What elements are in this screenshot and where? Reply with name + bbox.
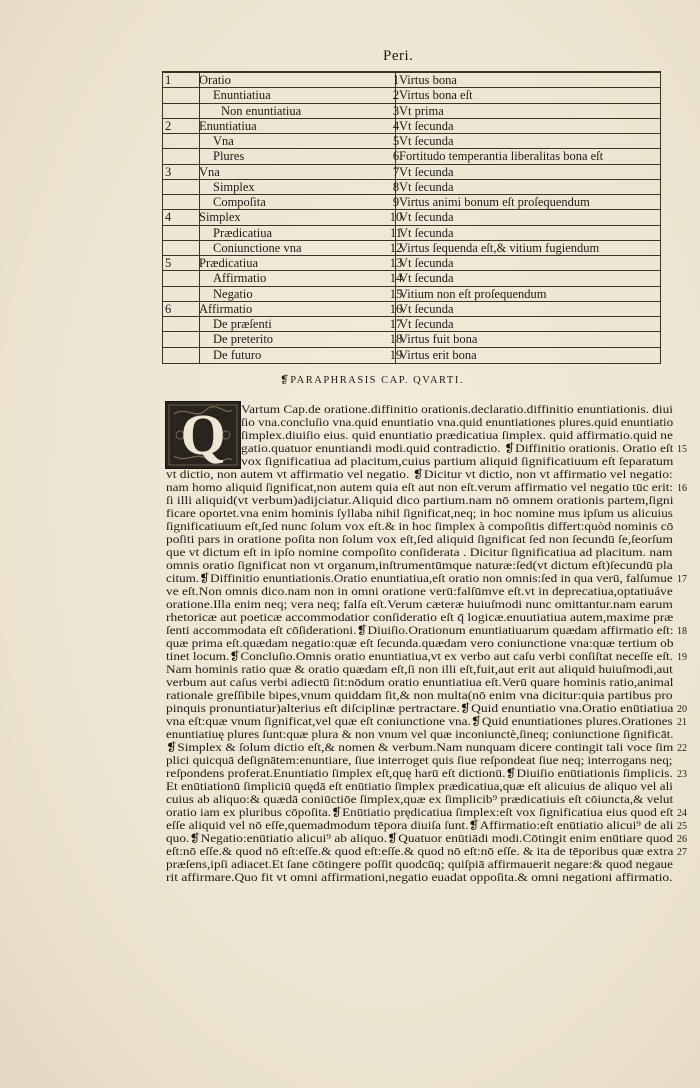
margin-line-number: 18 <box>677 626 687 637</box>
table-row <box>163 287 660 302</box>
text-line: reſpondens proferat.Enuntiatio ſimplex eſt,quę harū eſt dictionū.❡Diuiſio enūtiationis ſimplicis. <box>166 767 673 780</box>
margin-line-number: 22 <box>677 743 687 754</box>
table-row <box>163 332 660 347</box>
text-line: præſens,ipſi adiacet.Et ſane cōtingere poſſit quodcūq; quiſpiā affirmauerit negare:& quod negaue <box>166 858 673 871</box>
group-number: 5 <box>165 256 172 271</box>
row-number: 19 <box>389 347 403 362</box>
row-number: 7 <box>392 164 400 179</box>
text-line: citum.❡Diffinitio enuntiationis.Oratio enuntiatiua,eſt oratio non omnis:ſed in qua verū, falſumue <box>166 572 673 585</box>
row-number: 16 <box>389 301 403 316</box>
term-cell: Oratio <box>199 73 231 87</box>
term-cell: Coniunctione vna <box>213 240 302 255</box>
text-line: Vartum Cap.de oratione.diffinitio orationis.declaratio.diffinitio enuntiationis. diui <box>241 403 673 416</box>
table-row <box>163 348 660 362</box>
term-cell: Negatio <box>213 286 253 301</box>
table-row <box>163 256 660 271</box>
text-line: quo.❡Negatio:enūtiatio alicui⁹ ab aliquo.❡Quatuor enūtiādi modi.Cōtingit enim enūtiare quod <box>166 832 673 845</box>
example-cell: Vt ſecunda <box>399 256 454 271</box>
row-number: 10 <box>389 210 403 225</box>
table-row <box>163 88 660 103</box>
margin-line-number: 27 <box>677 847 687 858</box>
row-number: 18 <box>389 332 403 347</box>
text-line: pinquis pronuntiatur)alterius eſt diſciplinæ pertractare.❡Quid enuntiatio vna.Oratio enūtiatiua <box>166 702 674 715</box>
margin-line-number: 24 <box>677 808 687 819</box>
table-row <box>163 226 660 241</box>
margin-line-number: 23 <box>677 769 687 780</box>
text-line: quæ prima eſt.quædam negatio:quæ eſt ſecunda.quædam vero coniunctione vna:quæ tertium ob <box>166 637 674 650</box>
term-cell: Prædicatiua <box>199 256 259 271</box>
text-line: eſt:nō eſſe.& quod nō eſt:eſſe.& quod eſt:eſſe.& quod nō eſt:nō eſſe. & ita de tēporibus quæ extra <box>166 845 674 858</box>
example-cell: Virtus bona eſt <box>399 88 473 103</box>
table-row <box>163 271 660 286</box>
text-line: tinet locum.❡Concluſio.Omnis oratio enuntiatiua,vt ex verbo aut caſu verbi conſiſtat neceſſe eſt. <box>166 650 674 663</box>
row-number: 5 <box>392 134 400 149</box>
text-line: rationale greſſibile bipes,vnum quiddam ſit,& non multa(nō enim vna dicitur:quia partibus pro <box>166 689 673 702</box>
term-cell: Simplex <box>199 210 241 225</box>
row-number: 14 <box>389 271 403 286</box>
text-line: Et enūtiationū ſimpliciū quędā eſt enūtiatio ſimplex prædicatiua,quæ eſt alicuius de aliquo vel ali <box>166 780 673 793</box>
initial-letter: Q <box>180 402 226 467</box>
table-row <box>163 317 660 332</box>
table-row <box>163 195 660 210</box>
section-title: ❡PARAPHRASIS CAP. QVARTI. <box>280 375 464 386</box>
example-cell: Fortitudo temperantia liberalitas bona eſt <box>399 149 604 164</box>
table-row <box>163 210 660 225</box>
row-number: 17 <box>389 317 403 332</box>
decorated-initial <box>165 401 241 469</box>
margin-line-number: 20 <box>677 704 687 715</box>
row-number: 2 <box>392 88 400 103</box>
example-cell: Vt prima <box>399 103 444 118</box>
table-row <box>163 104 660 119</box>
example-cell: Vitium non eſt proſequendum <box>399 286 547 301</box>
text-line: ve eſt.Non omnis dico.nam non in omni oratione verū:falſūmve eſt.vt in deprecatiua,optatiuáve <box>166 585 673 598</box>
row-number: 1 <box>392 73 400 87</box>
text-line: vox ſignificatiua ad placitum,cuius partium aliquid ſignificatiuum eſt ſeparatum <box>241 455 674 468</box>
term-cell: Affirmatio <box>199 301 253 316</box>
table-row <box>163 165 660 180</box>
text-line: plici quicquā deſignātem:enuntiare, ſiue interroget quis ſiue reſpondeat ſiue neq; interrogans neq; <box>166 754 673 767</box>
term-cell: Compoſita <box>213 195 266 210</box>
term-cell: Vna <box>213 134 234 149</box>
example-cell: Vt ſecunda <box>399 179 454 194</box>
term-cell: Prædicatiua <box>213 225 273 240</box>
group-number: 1 <box>165 73 172 87</box>
term-cell: De præſenti <box>213 317 272 332</box>
row-number: 15 <box>389 286 403 301</box>
text-line: oratione.Illa enim neq; vera neq; falſa eſt.Verum cæteræ huiuſmodi nunc omittantur.nam earum <box>166 598 673 611</box>
term-cell: Plures <box>213 149 245 164</box>
text-line: omnis oratio ſignificat non vt organum,inſtrumentūmque naturæ:ſed(vt dictum eſt)ſecundū pla <box>166 559 673 572</box>
table-row <box>163 241 660 256</box>
example-cell: Vt ſecunda <box>399 225 454 240</box>
text-line: ſi illi aliquid(vt verbum)adijciatur.Aliquid dico partium.nam nō omnem orationis partem,ſigni <box>166 494 674 507</box>
term-cell: Vna <box>199 164 220 179</box>
group-number: 3 <box>165 164 172 179</box>
example-cell: Vt ſecunda <box>399 210 454 225</box>
example-cell: Virtus ſequenda eſt,& vitium fugiendum <box>399 240 600 255</box>
term-cell: Affirmatio <box>213 271 267 286</box>
term-cell: Enuntiatiua <box>213 88 271 103</box>
term-cell: De preterito <box>213 332 274 347</box>
text-line: poſiti pars in oratione poſita non ſolum vox eſt,ſed aliquid ſignificat ſed non ſecundū ſe,ſeorſum <box>166 533 673 546</box>
table-row <box>163 134 660 149</box>
example-cell: Vt ſecunda <box>399 301 454 316</box>
example-cell: Virtus animi bonum eſt proſequendum <box>399 195 590 210</box>
margin-line-number: 16 <box>677 483 687 494</box>
text-line: ſio vna.concluſio vna.quid enuntiatio vna.quid enuntiationes plures.quid enuntiatio <box>241 416 674 429</box>
row-number: 4 <box>392 118 400 133</box>
text-line: oratio iam ex pluribus cōpoſita.❡Enūtiatio prędicatiua ſimplex:eſt vox ſignificatiua eius quod eſt <box>166 806 674 819</box>
text-line: que vt dictum eſt in ipſo nomine compoſito conſiderata . Dicitur ſignificatiua ad placitum. nam <box>166 546 673 559</box>
text-line: nam homo aliquid ſignificat,non autem quia eſt aut non eſt.verum affirmatio vel negatio tūc erit: <box>166 481 674 494</box>
margin-line-number: 17 <box>677 574 687 585</box>
summary-table <box>162 71 661 364</box>
example-cell: Vt ſecunda <box>399 317 454 332</box>
term-cell: Enuntiatiua <box>199 118 257 133</box>
group-number: 2 <box>165 118 172 133</box>
text-line: Nam hominis ratio quæ & oratio quædam eſt,ſi non illi eſt,fuit,aut erit aut aliquid huiuſmodi,aut <box>166 663 673 676</box>
table-row <box>163 180 660 195</box>
text-line: gatio.quatuor enuntiandi modi.quid contradictio. ❡Diffinitio orationis. Oratio eſt <box>241 442 674 455</box>
text-line: vna eſt:quæ vnum ſignificat,vel quæ eſt coniunctione vna.❡Quid enuntiationes plures.Orationes <box>166 715 673 728</box>
row-number: 3 <box>392 103 400 118</box>
text-line: rit affirmare.Quo fit vt omni affirmationi,negatio euadat oppoſita.& omni negationi affirmatio. <box>166 871 673 884</box>
text-line: vt dictio, non autem vt affirmatio vel negatio. ❡Dicitur vt dictio, non vt affirmatio vel negatio: <box>166 468 673 481</box>
term-cell: De futuro <box>213 347 262 362</box>
row-number: 8 <box>392 179 400 194</box>
text-line: ❡Simplex & ſolum dictio eſt,& nomen & verbum.Nam nunquam dicere contingit tali voce ſim <box>166 741 674 754</box>
example-cell: Virtus bona <box>399 73 457 87</box>
text-line: ſimplex.diuiſio eius. quid enuntiatio prædicatiua ſimplex. quid affirmatio.quid ne <box>241 429 673 442</box>
example-cell: Vt ſecunda <box>399 134 454 149</box>
row-number: 12 <box>389 240 403 255</box>
margin-line-number: 25 <box>677 821 687 832</box>
example-cell: Virtus erit bona <box>399 347 477 362</box>
text-line: ſignificatiuum eſt,ſed nunc ſolum vox eſt.& in hoc ſimplex à compoſitis differt:quòd nominis cō <box>166 520 674 533</box>
row-number: 11 <box>389 225 403 240</box>
example-cell: Vt ſecunda <box>399 164 454 179</box>
text-line: enuntiatiuę plures ſunt:quæ plura & non vnum vel quæ inconiunctè,ſineq; coniunctione ſignificāt. <box>166 728 674 741</box>
row-number: 9 <box>392 195 400 210</box>
table-row <box>163 119 660 134</box>
table-row <box>163 149 660 164</box>
text-line: ficare oportet.vna enim hominis ſyllaba nihil ſignificat,neq; in hoc nomine mus ipſum us alicuius <box>166 507 673 520</box>
margin-line-number: 15 <box>677 444 687 455</box>
margin-line-number: 19 <box>677 652 687 663</box>
text-line: eſſe aliquid vel nō eſſe,quemadmodum tēpora diuiſa ſunt.❡Affirmatio:eſt enūtiatio alicui⁹ de ali <box>166 819 674 832</box>
text-line: cuius ab aliquo:& quædā coniūctiōe ſimplex,quæ ex ſimplicib⁹ prædicatiuis eſt cōiuncta,& velut <box>166 793 674 806</box>
group-number: 4 <box>165 210 172 225</box>
row-number: 13 <box>389 256 403 271</box>
text-line: rhetoricæ aut poeticæ accommodatior conſideratio eſt q̄ logicæ.enuutiatiua autem,maxime præ <box>166 611 674 624</box>
example-cell: Vt ſecunda <box>399 118 454 133</box>
row-number: 6 <box>392 149 400 164</box>
term-cell: Non enuntiatiua <box>221 103 302 118</box>
example-cell: Vt ſecunda <box>399 271 454 286</box>
example-cell: Virtus fuit bona <box>399 332 478 347</box>
running-head: Peri. <box>383 48 414 64</box>
margin-line-number: 21 <box>677 717 687 728</box>
table-row <box>163 302 660 317</box>
group-number: 6 <box>165 301 172 316</box>
text-line: ſenti accommodata eſt cōſiderationi.❡Diuiſio.Orationum enuntiatiuarum quædam affirmatio eſt: <box>166 624 674 637</box>
table-row <box>163 73 660 88</box>
term-cell: Simplex <box>213 179 255 194</box>
margin-line-number: 26 <box>677 834 687 845</box>
text-line: verbum aut caſus verbi adiectū ſit:nōdum oratio enuntiatiua eſt.Verū quare hominis ratio,animal <box>166 676 674 689</box>
